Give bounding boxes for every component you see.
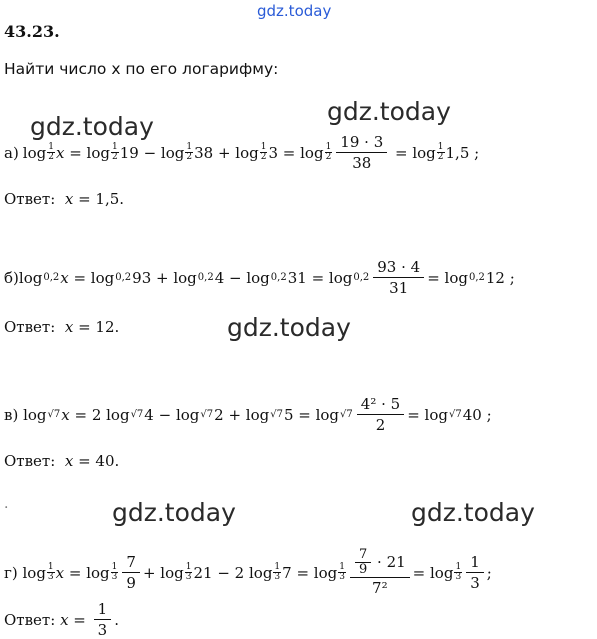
part-d-equation: г) log 1 3 x = log 1 3 $\frac{7}{9}$ + log 1 3 21 − 2 log 1 3 7 = log 1 3 7 9 · 21 7² = log 1 3 $\frac{1}{3}$ ; bbox=[4, 547, 492, 597]
watermark: gdz.today bbox=[411, 498, 535, 527]
watermark: gdz.today bbox=[227, 313, 351, 342]
problem-number: 43.23. bbox=[4, 22, 60, 41]
watermark: gdz.today bbox=[112, 498, 236, 527]
part-a-answer: Ответ: x = 1,5. bbox=[4, 190, 125, 208]
watermark: gdz.today bbox=[30, 112, 154, 141]
part-b-equation: б) log 0,2 x = log 0,2 93 + log 0,2 4 − log 0,2 31 = log 0,2 $\frac{93 \cdot 4}{31}$ = log 0,2 12 ; bbox=[4, 258, 515, 297]
watermark-top[interactable]: gdz.today bbox=[257, 2, 332, 20]
part-d-answer: Ответ: x = $\frac{1}{3}$ . bbox=[4, 600, 119, 639]
part-c-equation: в) log √7 x = 2 log √7 4 − log √7 2 + log √7 5 = log √7 $\frac{\text{4² · 5}}{2}$ = log √7 40 ; bbox=[4, 395, 492, 434]
part-a-equation: а) log 1 2 x = log 1 2 19 − log 1 2 38 + log 1 2 3 = log 1 2 $\frac{19 \cdot 3}{38}$ = log 1 2 1,5 ; bbox=[4, 133, 480, 172]
watermark: gdz.today bbox=[327, 97, 451, 126]
part-d-fraction: 7 9 · 21 7² bbox=[350, 548, 410, 597]
part-b-answer: Ответ: x = 12. bbox=[4, 318, 120, 336]
part-c-answer: Ответ: x = 40. bbox=[4, 452, 120, 470]
part-b-fraction: $\frac{93 \cdot 4}{31}$ bbox=[373, 258, 424, 297]
margin-mark: · bbox=[4, 500, 9, 516]
part-c-fraction: $\frac{\text{4² · 5}}{2}$ bbox=[357, 395, 404, 434]
part-a-fraction: $\frac{19 \cdot 3}{38}$ bbox=[336, 133, 387, 172]
problem-task: Найти число x по его логарифму: bbox=[4, 60, 279, 78]
